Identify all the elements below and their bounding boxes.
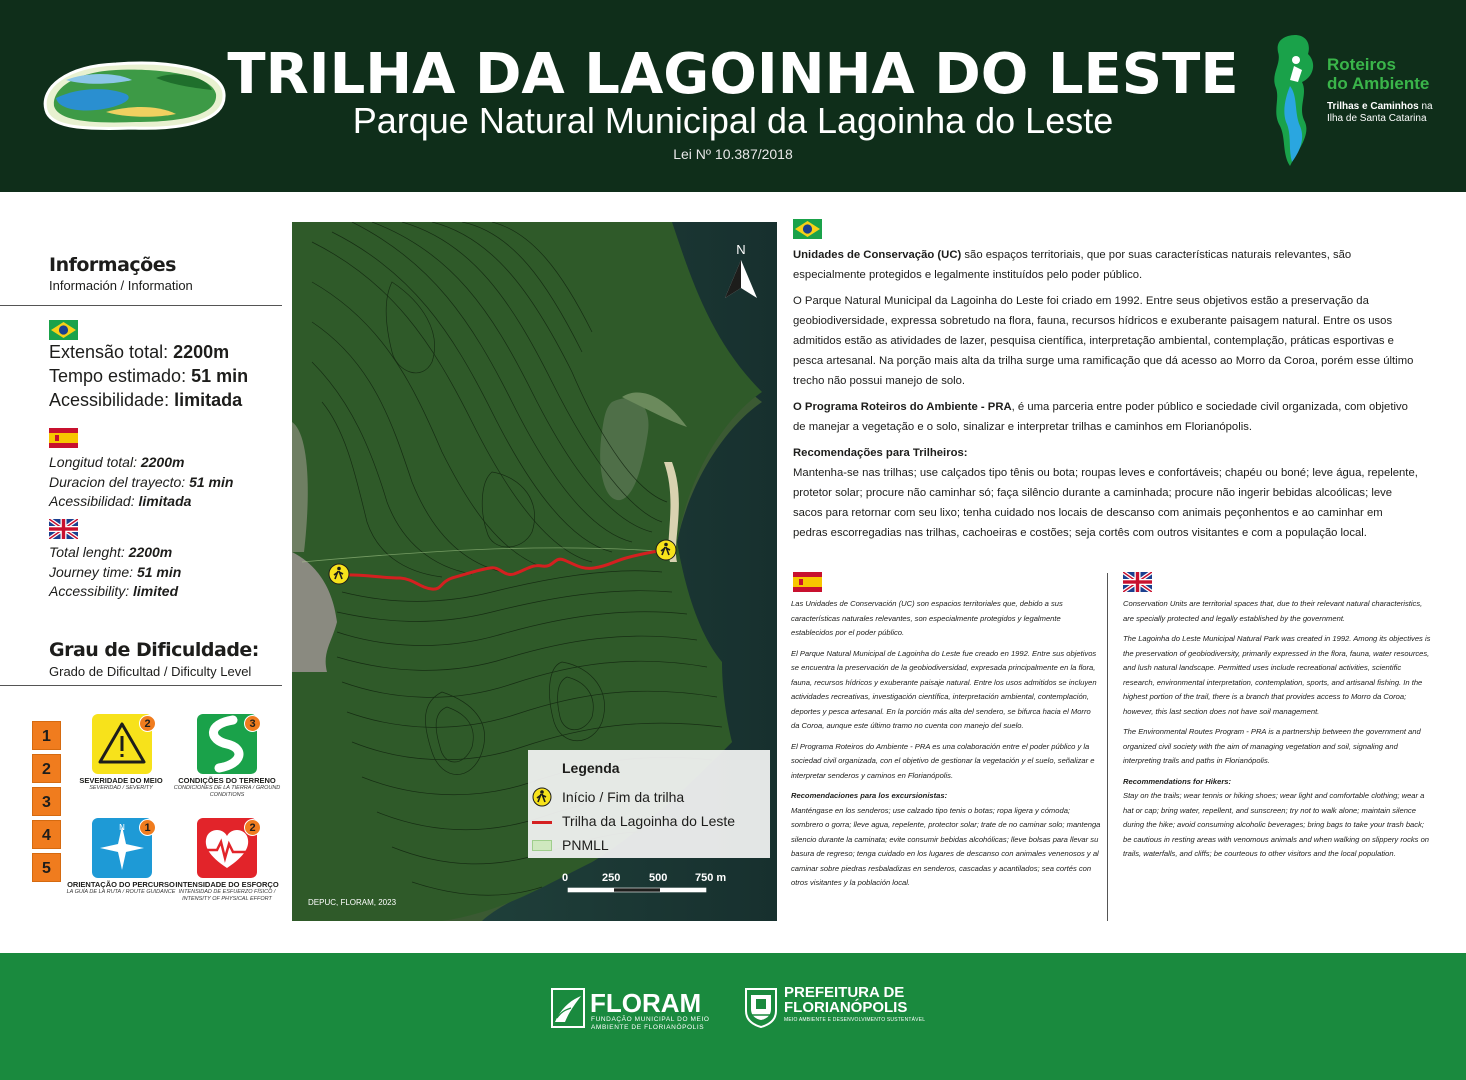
difficulty-subtitle: Grado de Dificultad / Dificulty Level: [49, 664, 252, 679]
scale-bar: [568, 888, 706, 892]
prefeitura-subtitle: MEIO AMBIENTE E DESENVOLVIMENTO SUSTENTÁVEL: [784, 1017, 926, 1023]
floram-name: FLORAM: [590, 988, 702, 1018]
column-divider: [1107, 573, 1108, 921]
legend-trail: Trilha da Lagoinha do Leste: [562, 813, 736, 829]
trail-start-marker: [329, 564, 349, 584]
roteiros-island-logo: [1268, 30, 1448, 170]
brazil-flag-icon: [793, 219, 822, 239]
law-number: Lei Nº 10.387/2018: [673, 146, 793, 162]
floram-subtitle: FUNDAÇÃO MUNICIPAL DO MEIO AMBIENTE DE FLORIANÓPOLIS: [591, 1016, 710, 1031]
brand-title: Roteiros do Ambiente: [1327, 55, 1430, 93]
terrain-badge: 3: [244, 715, 261, 732]
map-legend: [528, 750, 770, 858]
brand-subtitle: Trilhas e Caminhos na Ilha de Santa Catarina: [1327, 101, 1433, 124]
city-coat-of-arms-icon: [742, 985, 780, 1029]
severity-badge: 2: [139, 715, 156, 732]
orientation-badge: 1: [139, 819, 156, 836]
orientation-caption-sub: LA GUÍA DE LA RUTA / ROUTE GUIDANCE: [66, 889, 176, 895]
divider: [0, 305, 282, 306]
divider: [0, 685, 282, 686]
legend-start: Início / Fim da trilha: [562, 789, 685, 805]
effort-caption: INTENSIDADE DO ESFORÇO: [175, 880, 279, 889]
level-3: 3: [32, 787, 61, 816]
scale-label-500: 500: [649, 872, 668, 884]
info-title: Informações: [49, 254, 176, 276]
spain-flag-icon: [49, 428, 78, 448]
prefeitura-name: PREFEITURA DE FLORIANÓPOLIS: [784, 984, 908, 1016]
legend-title: Legenda: [562, 760, 620, 776]
page-subtitle: Parque Natural Municipal da Lagoinha do Leste: [352, 100, 1114, 141]
pt-text: Unidades de Conservação (UC) são espaços territoriais, que por suas características naturais relevantes, são especialmente protegidos e legalmente instituídos pelo poder público. O Parque Natural Municipal da Lagoinha do Leste foi criado em 1992. Entre seus objetivos estão a preservação da geobiodiversidade, expressa sobretudo na flora, fauna, recursos hídricos e exuberante paisagem natural. Entre os usos admitidos estão as atividades de lazer, pesquisa científica, interpretação ambiental, contemplação, práticas esportivas e pesca artesanal. Na porção mais alta da trilha surge uma ramificação que dá acesso ao Morro da Coroa, porém esse último trecho não possui manejo de solo. O Programa Roteiros do Ambiente - PRA, é uma parceria entre poder público e sociedade civil organizada, com objetivo de manejar a vegetação e o solo, sinalizar e interpretar trilhas e caminhos em Florianópolis. Recomendações para Trilheiros: Mantenha-se nas trilhas; use calçados tipo tênis ou bota; roupas leves e confortáveis; chapéu ou boné; leve água, repelente, protetor solar; procure não caminhar só; faça silêncio durante a caminhada; procure não ingerir bebidas alcoólicas; leve sacos para retornar com seu lixo; tenha cuidado nos locais de descanso com animais peçonhentos e ao caminhar em pedras escorregadias nas trilhas, cachoeiras e costões; seja cortês com outros visitantes e com a população local.: [793, 249, 1418, 539]
info-en: Total lenght: 2200m Journey time: 51 min Accessibility: limited: [49, 544, 182, 599]
level-4: 4: [32, 820, 61, 849]
effort-badge: 2: [244, 819, 261, 836]
footer-banner: [0, 953, 1466, 1080]
severity-caption: SEVERIDADE DO MEIO: [79, 776, 163, 785]
difficulty-title: Grau de Dificuldade:: [49, 639, 259, 661]
level-5: 5: [32, 853, 61, 882]
level-1: 1: [32, 721, 61, 750]
terrain-caption: CONDIÇÕES DO TERRENO: [178, 776, 276, 785]
legend-park-swatch: [532, 840, 552, 851]
brazil-flag-icon: [49, 320, 78, 340]
es-text: Las Unidades de Conservación (UC) son espacios territoriales que, debido a sus características naturales relevantes, son especialmente protegidos y legalmente establecidos por el poder público. El Parque Natural Municipal de Lagoinha do Leste fue creado en 1992. Entre sus objetivos se encuentra la preservación de la geobiodiversidad, expresada principalmente en la flora, fauna, recursos hídricos y exuberante paisaje natural. Entre los usos admitidos se incluyen actividades recreativas, investigación científica, interpretación ambiental, contemplación, deportes y pesca artesanal. En la porción más alta del sendero, se bifurca hacia el Morro da Coroa, aunque este último tramo no cuenta con manejo del suelo. El Programa Roteiros do Ambiente - PRA es una colaboración entre el poder público y la sociedad civil organizada, con el objetivo de gestionar la vegetación y el suelo, señalizar e interpretar senderos y caminos en Florianópolis. Recomendaciones para los excursionistas: Manténgase en los senderos; use calzado tipo tenis o botas; ropa ligera y cómoda; sombrero o gorra; lleve agua, repelente, protector solar; trate de no caminar solo; mantenga silencio durante la caminata; evite consumir bebidas alcohólicas; lleve bolsas para llevar su basura de regreso; tenga cuidado en los lugares de descanso con animales venenosos y al caminar sobre piedras resbaladizas en senderos, cascadas y acantilados; sea cortés con otros visitantes y la población local.: [791, 599, 1101, 887]
legend-trail-swatch: [532, 821, 552, 824]
info-subtitle: Información / Information: [49, 278, 193, 293]
info-pt: Extensão total: 2200m Tempo estimado: 51 min Acessibilidade: limitada: [49, 342, 249, 410]
spain-flag-icon: [793, 572, 822, 592]
hiker-icon: [532, 787, 552, 807]
info-es: Longitud total: 2200m Duracion del trayecto: 51 min Acessibilidad: limitada: [49, 454, 234, 509]
page-title: TRILHA DA LAGOINHA DO LESTE: [227, 42, 1239, 107]
terrain-caption-sub: CONDICIONES DE LA TIERRA / GROUND CONDITIONS: [173, 785, 281, 798]
severity-caption-sub: SEVERIDAD / SEVERITY: [89, 785, 153, 791]
map-credit: DEPUC, FLORAM, 2023: [308, 898, 397, 907]
svg-text:N: N: [119, 823, 125, 832]
trail-map: [292, 222, 777, 921]
floram-leaf-logo: [551, 988, 585, 1028]
legend-park: PNMLL: [562, 837, 609, 853]
orientation-caption: ORIENTAÇÃO DO PERCURSO: [67, 880, 175, 889]
scale-label-0: 0: [562, 872, 569, 884]
trail-end-marker: [656, 540, 676, 560]
north-label: N: [736, 242, 746, 257]
en-text: Conservation Units are territorial spaces that, due to their relevant natural characteristics, are specially protected and legally established by the government. The Lagoinha do Leste Municipal Natural Park was created in 1992. Among its objectives is the preservation of geobiodiversity, primarily expressed in the flora, fauna, water resources, and lush natural landscape. Permitted uses include recreational activities, scientific research, environmental interpretation, contemplation, sports, and artisanal fishing. In the highest portion of the trail, there is a branch that provides access to Morro da Coroa; however, this last section does not have soil management. The Environmental Routes Program - PRA is a partnership between the government and organized civil society with the aim of managing vegetation and soil, signaling and interpreting trails and paths in Florianópolis. Recommendations for Hikers: Stay on the trails; wear tennis or hiking shoes; wear light and comfortable clothing; wear a hat or cap; bring water, repellent, and sunscreen; try not to walk alone; maintain silence during the hike; avoid consuming alcoholic beverages; bring bags to take your trash back; be cautious in resting areas with venomous animals and when walking on slippery rocks on trails, waterfalls, and cliffs; be courteous to other visitors and the local population.: [1123, 599, 1431, 858]
scale-label-750: 750 m: [695, 872, 727, 884]
uk-flag-icon: [1123, 572, 1152, 592]
uk-flag-icon: [49, 519, 78, 539]
level-2: 2: [32, 754, 61, 783]
scale-label-250: 250: [602, 872, 621, 884]
effort-caption-sub: INTENSIDAD DE ESFUERZO FÍSICO / INTENSITY OF PHYSICAL EFFORT: [178, 889, 276, 902]
